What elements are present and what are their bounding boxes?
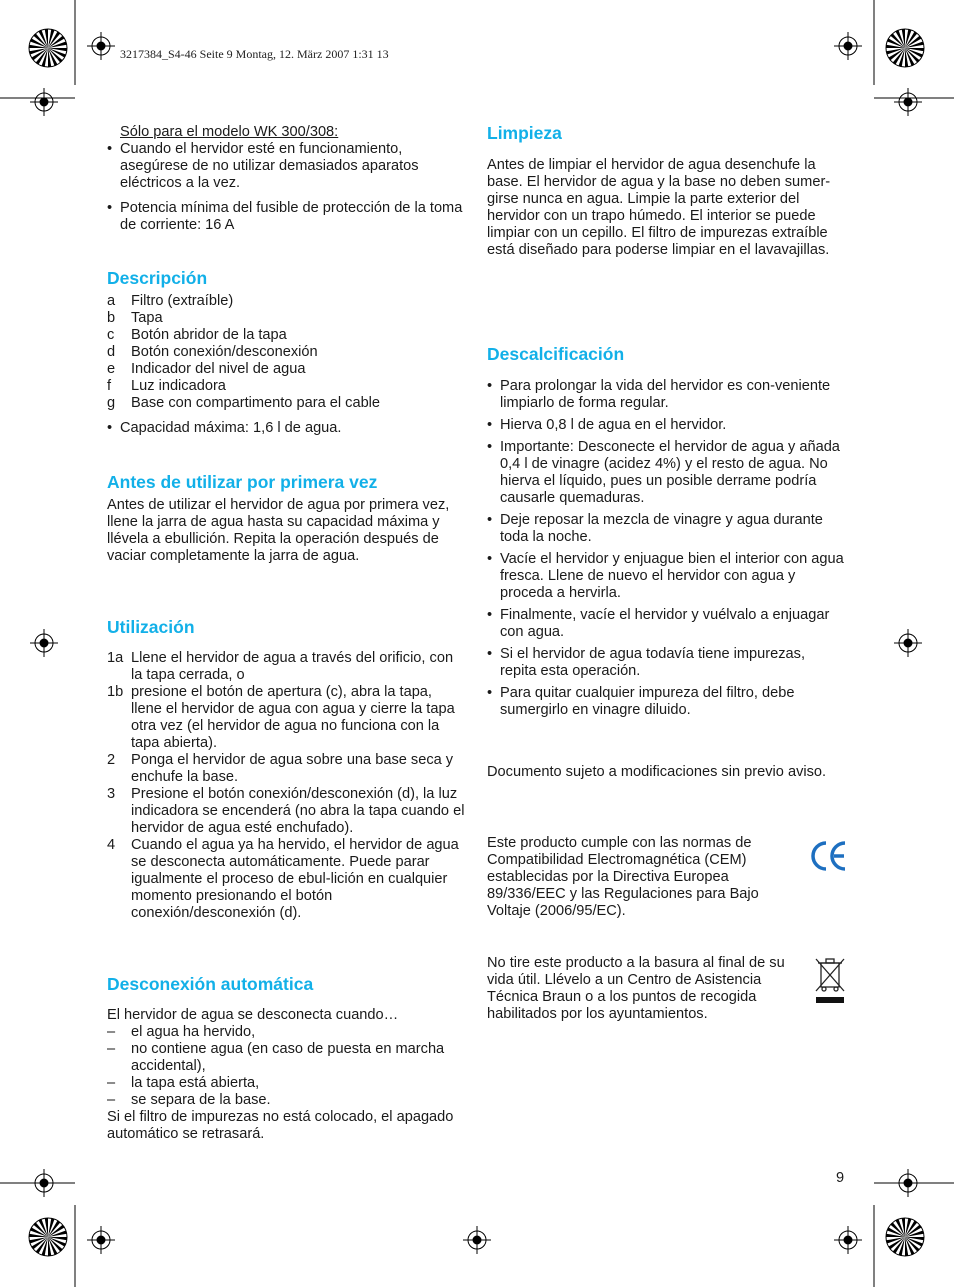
paragraph: Antes de utilizar el hervidor de agua por primera vez, llene la jarra de agua hasta su capacidad máxima y llévela a ebullición. Repita la operación después de vaciar completamente la jarra de agua. (107, 497, 450, 564)
capacity-bullet: • Capacidad máxima: 1,6 l de agua. (107, 420, 465, 437)
step-item: 1a Llene el hervidor de agua a través del orificio, con la tapa cerrada, o (107, 650, 454, 683)
list-item: c Botón abridor de la tapa (107, 327, 287, 343)
dash-item: – no contiene agua (en caso de puesta en marcha accidental), (107, 1041, 445, 1074)
heading-antes: Antes de utilizar por primera vez (107, 472, 378, 492)
aviso-text (487, 764, 845, 781)
radial-target-mark (29, 29, 67, 67)
descalcificacion-list (487, 378, 845, 719)
intro-bullet: • Potencia mínima del fusible de protección de la toma de corriente: 16 A (107, 200, 465, 234)
descripcion-list (107, 293, 465, 437)
paragraph: Antes de limpiar el hervidor de agua desenchufe la base. El hervidor de agua y la base no deben sumer-girse nunca en agua. Limpie la parte exterior del hervidor con un trapo húmedo. El interior se puede limpiar con un cepillo. El filtro de impurezas extraíble está diseñado para poderse limpiar en el lavavajillas. (487, 157, 831, 258)
step-item: 4 Cuando el agua ya ha hervido, el hervidor de agua se desconecta automáticamente. Puede parar igualmente el proceso de ebul-lición en cualquier momento presionando el botón conexión/desconexión (d). (107, 837, 459, 921)
radial-target-mark (886, 1218, 924, 1256)
step-item: 2 Ponga el hervidor de agua sobre una base seca y enchufe la base. (107, 752, 454, 785)
list-item: e Indicador del nivel de agua (107, 361, 306, 377)
list-item: b Tapa (107, 310, 163, 326)
crosshair-mark (463, 1226, 491, 1254)
crosshair-mark (30, 1169, 58, 1197)
heading-descripcion: Descripción (107, 268, 208, 288)
radial-target-mark (886, 29, 924, 67)
step-item: 1b presione el botón de apertura (c), abra la tapa, llene el hervidor de agua con agua y cierre la tapa otra vez (el hervidor de agua no funciona con la tapa abierta). (107, 684, 455, 751)
bullet-item: • Finalmente, vacíe el hervidor y vuélvalo a enjuagar con agua. (487, 607, 845, 641)
paragraph: Documento sujeto a modificaciones sin previo aviso. (487, 764, 827, 780)
list-item: a Filtro (extraíble) (107, 293, 234, 309)
antes-text (107, 497, 465, 565)
heading-desconexion: Desconexión automática (107, 974, 314, 994)
list-item: g Base con compartimento para el cable (107, 395, 381, 411)
print-header-line: 3217384_S4-46 Seite 9 Montag, 12. März 2007 1:31 13 (120, 47, 389, 61)
crosshair-mark (894, 1169, 922, 1197)
bullet-item: • Deje reposar la mezcla de vinagre y agua durante toda la noche. (487, 512, 845, 546)
crosshair-mark (87, 32, 115, 60)
crosshair-mark (894, 629, 922, 657)
crosshair-mark (87, 1226, 115, 1254)
bullet-item: • Hierva 0,8 l de agua en el hervidor. (487, 417, 845, 434)
crosshair-mark (894, 88, 922, 116)
paragraph: Este producto cumple con las normas de Compatibilidad Electromagnética (CEM) establecidas por la Directiva Europea 89/336/EEC y las Regulaciones para Bajo Voltaje (2006/95/EC). (487, 835, 759, 919)
ce-mark-icon (810, 840, 848, 872)
heading-limpieza: Limpieza (487, 123, 562, 143)
dash-item: – el agua ha hervido, (107, 1024, 256, 1040)
step-item: 3 Presione el botón conexión/desconexión (d), la luz indicadora se encenderá (no abra la tapa cuando el hervidor de agua esté enchufado). (107, 786, 465, 836)
crosshair-mark (30, 629, 58, 657)
list-item: d Botón conexión/desconexión (107, 344, 318, 360)
paragraph: El hervidor de agua se desconecta cuando… (107, 1007, 399, 1023)
radial-target-mark (29, 1218, 67, 1256)
crosshair-mark (834, 32, 862, 60)
bullet-item: • Si el hervidor de agua todavía tiene impurezas, repita esta operación. (487, 646, 845, 680)
desconexion-block (107, 1007, 465, 1143)
paragraph: Si el filtro de impurezas no está colocado, el apagado automático se retrasará. (107, 1109, 454, 1142)
bullet-item: • Para prolongar la vida del hervidor es con-veniente limpiarlo de forma regular. (487, 378, 845, 412)
bullet-item: • Para quitar cualquier impureza del filtro, debe sumergirlo en vinagre diluido. (487, 685, 845, 719)
list-item: f Luz indicadora (107, 378, 226, 394)
model-note: Sólo para el modelo WK 300/308: (120, 124, 339, 140)
bullet-item: • Vacíe el hervidor y enjuague bien el interior con agua fresca. Llene de nuevo el hervidor con agua y proceda a hervirla. (487, 551, 845, 602)
intro-bullet: • Cuando el hervidor esté en funcionamiento, asegúrese de no utilizar demasiados aparatos eléctricos a la vez. (107, 141, 465, 192)
utilizacion-steps (107, 650, 465, 922)
bullet-item: • Importante: Desconecte el hervidor de agua y añada 0,4 l de vinagre (acidez 4%) y el resto de agua. No hierva el líquido, pues un posible derrame podría causarle quemaduras. (487, 439, 845, 507)
paragraph: No tire este producto a la basura al final de su vida útil. Llévelo a un Centro de Asistencia Técnica Braun o a los puntos de recogida habilitados por los ayuntamientos. (487, 955, 785, 1022)
ce-text (487, 835, 792, 920)
crosshair-mark (30, 88, 58, 116)
weee-bin-icon (812, 955, 848, 1005)
dash-item: – la tapa está abierta, (107, 1075, 260, 1091)
intro-block (107, 124, 465, 234)
heading-utilizacion: Utilización (107, 617, 195, 637)
crosshair-mark (834, 1226, 862, 1254)
page-number: 9 (836, 1170, 845, 1186)
limpieza-text (487, 157, 845, 259)
dash-item: – se separa de la base. (107, 1092, 271, 1108)
heading-descalcificacion: Descalcificación (487, 344, 625, 364)
weee-text (487, 955, 807, 1023)
